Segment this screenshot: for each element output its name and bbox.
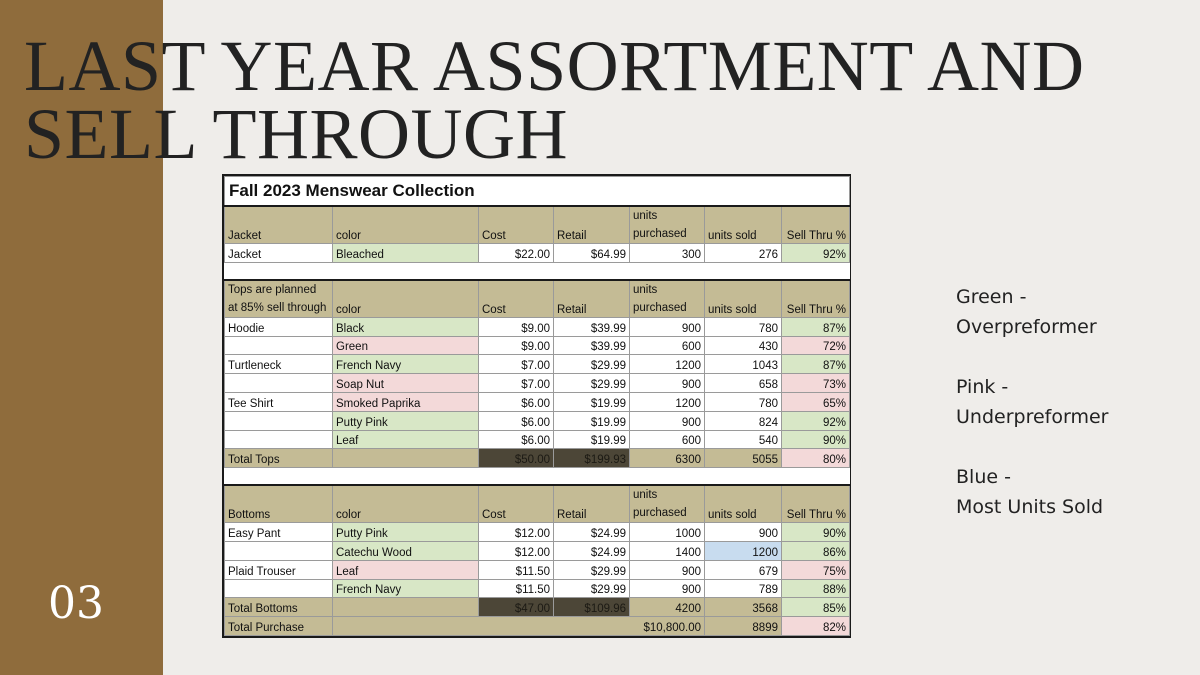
cost-cell: $6.00 <box>479 411 554 430</box>
cost-cell: $9.00 <box>479 336 554 355</box>
grand-total-amount-cell: $10,800.00 <box>333 617 705 636</box>
header-cell: Retail <box>554 485 630 523</box>
total-tops-row <box>225 449 850 468</box>
legend-pink-label: Pink - <box>956 376 1009 398</box>
total-label-cell: Total Tops <box>225 449 333 468</box>
retail-cell: $64.99 <box>554 244 630 263</box>
units-purchased-cell: 900 <box>630 579 705 598</box>
total-sell-thru-cell: 85% <box>782 598 850 617</box>
units-purchased-cell: 600 <box>630 430 705 449</box>
retail-cell: $24.99 <box>554 541 630 560</box>
units-sold-cell: 824 <box>705 411 782 430</box>
style-cell: Plaid Trouser <box>225 560 333 579</box>
cost-cell: $11.50 <box>479 579 554 598</box>
sell-thru-cell: 65% <box>782 392 850 411</box>
units-sold-cell: 900 <box>705 523 782 542</box>
table-row <box>225 392 850 411</box>
retail-cell: $29.99 <box>554 355 630 374</box>
color-cell: Bleached <box>333 244 479 263</box>
sell-thru-cell: 92% <box>782 411 850 430</box>
header-cell: color <box>333 280 479 318</box>
header-cell: Jacket <box>225 206 333 244</box>
legend-green-meaning: Overpreformer <box>956 316 1097 338</box>
style-cell <box>225 374 333 393</box>
header-cell: Cost <box>479 280 554 318</box>
total-retail-cell: $109.96 <box>554 598 630 617</box>
units-sold-cell: 780 <box>705 317 782 336</box>
units-sold-cell: 1200 <box>705 541 782 560</box>
color-cell: Putty Pink <box>333 523 479 542</box>
style-cell: Jacket <box>225 244 333 263</box>
header-cell: color <box>333 206 479 244</box>
total-units-sold-cell: 3568 <box>705 598 782 617</box>
table-row <box>225 523 850 542</box>
total-bottoms-row <box>225 598 850 617</box>
style-cell <box>225 541 333 560</box>
style-cell: Tee Shirt <box>225 392 333 411</box>
sell-thru-cell: 87% <box>782 355 850 374</box>
table-row <box>225 560 850 579</box>
spacer-cell <box>225 262 850 280</box>
sell-thru-cell: 92% <box>782 244 850 263</box>
total-empty-cell <box>333 598 479 617</box>
retail-cell: $24.99 <box>554 523 630 542</box>
units-purchased-cell: 900 <box>630 560 705 579</box>
header-cell: Sell Thru % <box>782 206 850 244</box>
header-cell: Cost <box>479 485 554 523</box>
retail-cell: $39.99 <box>554 336 630 355</box>
legend-blue-meaning: Most Units Sold <box>956 496 1104 518</box>
style-cell: Turtleneck <box>225 355 333 374</box>
units-sold-cell: 780 <box>705 392 782 411</box>
header-cell: color <box>333 485 479 523</box>
units-purchased-cell: 900 <box>630 374 705 393</box>
header-cell: Sell Thru % <box>782 280 850 318</box>
units-purchased-cell: 900 <box>630 317 705 336</box>
legend-green-label: Green - <box>956 286 1027 308</box>
units-purchased-cell: 1000 <box>630 523 705 542</box>
style-cell <box>225 430 333 449</box>
total-units-purchased-cell: 6300 <box>630 449 705 468</box>
color-legend <box>956 282 1108 552</box>
sell-thru-cell: 90% <box>782 523 850 542</box>
retail-cell: $29.99 <box>554 560 630 579</box>
retail-cell: $29.99 <box>554 374 630 393</box>
cost-cell: $9.00 <box>479 317 554 336</box>
slide-title-line-2: SELL THROUGH <box>24 94 568 174</box>
total-empty-cell <box>333 449 479 468</box>
color-cell: Smoked Paprika <box>333 392 479 411</box>
sell-thru-cell: 87% <box>782 317 850 336</box>
sell-thru-cell: 75% <box>782 560 850 579</box>
bottoms-header-row <box>225 485 850 523</box>
legend-blue-label: Blue - <box>956 466 1011 488</box>
header-cell: Tops are planned at 85% sell through <box>225 280 333 318</box>
units-purchased-cell: 300 <box>630 244 705 263</box>
table-row <box>225 579 850 598</box>
sell-thru-cell: 72% <box>782 336 850 355</box>
units-sold-cell: 679 <box>705 560 782 579</box>
legend-pink-meaning: Underpreformer <box>956 406 1109 428</box>
table-caption-row <box>225 177 850 207</box>
color-cell: Black <box>333 317 479 336</box>
retail-cell: $19.99 <box>554 411 630 430</box>
total-sell-thru-cell: 80% <box>782 449 850 468</box>
header-cell: Retail <box>554 206 630 244</box>
style-cell <box>225 411 333 430</box>
table-row <box>225 374 850 393</box>
cost-cell: $7.00 <box>479 355 554 374</box>
units-sold-cell: 540 <box>705 430 782 449</box>
cost-cell: $11.50 <box>479 560 554 579</box>
legend-green <box>956 282 1108 342</box>
units-purchased-cell: 600 <box>630 336 705 355</box>
header-cell: units sold <box>705 485 782 523</box>
color-cell: Soap Nut <box>333 374 479 393</box>
retail-cell: $19.99 <box>554 392 630 411</box>
total-retail-cell: $199.93 <box>554 449 630 468</box>
header-cell: Cost <box>479 206 554 244</box>
sell-thru-cell: 73% <box>782 374 850 393</box>
total-units-purchased-cell: 4200 <box>630 598 705 617</box>
table-row <box>225 430 850 449</box>
legend-pink <box>956 372 1108 432</box>
header-cell: units purchased <box>630 280 705 318</box>
header-cell: Sell Thru % <box>782 485 850 523</box>
style-cell <box>225 336 333 355</box>
table-row <box>225 411 850 430</box>
header-cell: Bottoms <box>225 485 333 523</box>
style-cell: Easy Pant <box>225 523 333 542</box>
color-cell: French Navy <box>333 355 479 374</box>
table-row <box>225 541 850 560</box>
table-caption: Fall 2023 Menswear Collection <box>225 177 850 207</box>
header-cell: units sold <box>705 280 782 318</box>
units-sold-cell: 789 <box>705 579 782 598</box>
total-cost-cell: $50.00 <box>479 449 554 468</box>
units-purchased-cell: 900 <box>630 411 705 430</box>
legend-blue <box>956 462 1108 522</box>
sell-thru-cell: 88% <box>782 579 850 598</box>
units-purchased-cell: 1400 <box>630 541 705 560</box>
spacer-row <box>225 262 850 280</box>
slide-title-line-1: LAST YEAR ASSORTMENT AND <box>24 26 1085 106</box>
total-label-cell: Total Bottoms <box>225 598 333 617</box>
color-cell: Leaf <box>333 560 479 579</box>
tops-header-row <box>225 280 850 318</box>
cost-cell: $22.00 <box>479 244 554 263</box>
spacer-row <box>225 468 850 486</box>
cost-cell: $12.00 <box>479 541 554 560</box>
color-cell: Green <box>333 336 479 355</box>
slide-number: 03 <box>48 578 104 629</box>
table-row <box>225 355 850 374</box>
table-row <box>225 317 850 336</box>
units-sold-cell: 658 <box>705 374 782 393</box>
color-cell: French Navy <box>333 579 479 598</box>
style-cell <box>225 579 333 598</box>
total-purchase-row <box>225 617 850 636</box>
grand-total-units-sold-cell: 8899 <box>705 617 782 636</box>
table-row <box>225 336 850 355</box>
sell-thru-cell: 90% <box>782 430 850 449</box>
cost-cell: $6.00 <box>479 430 554 449</box>
spreadsheet-table <box>222 174 851 638</box>
cost-cell: $12.00 <box>479 523 554 542</box>
color-cell: Putty Pink <box>333 411 479 430</box>
grand-total-label-cell: Total Purchase <box>225 617 333 636</box>
cost-cell: $6.00 <box>479 392 554 411</box>
slide-title <box>24 26 1174 174</box>
total-units-sold-cell: 5055 <box>705 449 782 468</box>
retail-cell: $29.99 <box>554 579 630 598</box>
spacer-cell <box>225 468 850 486</box>
style-cell: Hoodie <box>225 317 333 336</box>
header-cell: units purchased <box>630 485 705 523</box>
sell-thru-cell: 86% <box>782 541 850 560</box>
header-cell: Retail <box>554 280 630 318</box>
units-purchased-cell: 1200 <box>630 355 705 374</box>
units-sold-cell: 1043 <box>705 355 782 374</box>
header-cell: units sold <box>705 206 782 244</box>
color-cell: Leaf <box>333 430 479 449</box>
total-cost-cell: $47.00 <box>479 598 554 617</box>
units-sold-cell: 276 <box>705 244 782 263</box>
header-cell: units purchased <box>630 206 705 244</box>
grand-total-sell-thru-cell: 82% <box>782 617 850 636</box>
jacket-header-row <box>225 206 850 244</box>
table-row <box>225 244 850 263</box>
units-sold-cell: 430 <box>705 336 782 355</box>
retail-cell: $19.99 <box>554 430 630 449</box>
color-cell: Catechu Wood <box>333 541 479 560</box>
retail-cell: $39.99 <box>554 317 630 336</box>
units-purchased-cell: 1200 <box>630 392 705 411</box>
cost-cell: $7.00 <box>479 374 554 393</box>
